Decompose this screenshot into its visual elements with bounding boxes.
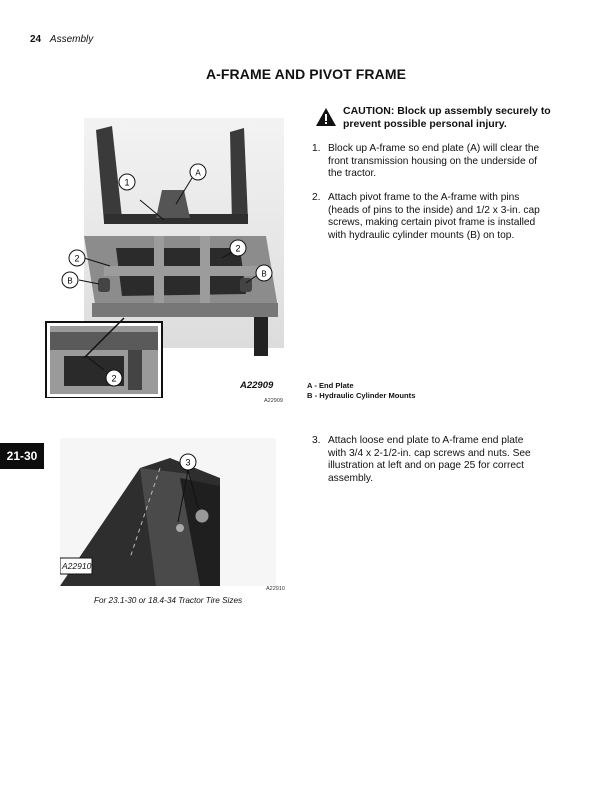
step-line: with 3/4 x 2-1/2-in. cap screws and nuts. See bbox=[328, 447, 531, 459]
callout-label: 2 bbox=[111, 373, 117, 384]
step-line: Block up A-frame so end plate (A) will clear the bbox=[328, 143, 540, 154]
end-plate-illustration bbox=[60, 438, 276, 586]
callout-label: 2 bbox=[235, 243, 241, 254]
legend-text: End Plate bbox=[318, 381, 354, 390]
callout-2-right bbox=[230, 240, 246, 256]
page-header bbox=[30, 34, 93, 45]
step-number: 1. bbox=[312, 143, 321, 154]
caution-text: CAUTION: Block up assembly securely to prevent possible personal injury. bbox=[343, 105, 551, 130]
legend-item-a: A - End Plate bbox=[307, 381, 354, 390]
legend-item-b: B - Hydraulic Cylinder Mounts bbox=[307, 391, 416, 400]
step-line: Attach pivot frame to the A-frame with pins bbox=[328, 192, 520, 203]
figure-a-frame-photo bbox=[44, 118, 284, 398]
legend-key: B bbox=[307, 391, 313, 400]
callout-a bbox=[190, 164, 206, 180]
step-number: 3. bbox=[312, 435, 321, 446]
step-line: the tractor. bbox=[328, 168, 377, 180]
section-tab: 21-30 bbox=[0, 443, 44, 469]
step-line: screws, making certain pivot frame is installed bbox=[328, 217, 536, 229]
callout-label: B bbox=[67, 276, 73, 286]
callout-label: 2 bbox=[74, 253, 80, 264]
callout-label: A bbox=[195, 168, 201, 178]
step-number: 2. bbox=[312, 192, 321, 203]
figure1-label: A22909 bbox=[240, 380, 274, 391]
figure2-ref: A22910 bbox=[266, 586, 285, 592]
callout-label: B bbox=[261, 269, 267, 279]
legend bbox=[307, 381, 415, 401]
callout-label: 1 bbox=[124, 177, 130, 188]
callout-3 bbox=[180, 454, 196, 470]
step-line: Attach loose end plate to A-frame end plate bbox=[328, 435, 524, 446]
page-number: 24 bbox=[30, 34, 42, 45]
callout-label: 3 bbox=[185, 457, 191, 468]
step-line: assembly. bbox=[328, 472, 374, 484]
callout-b-left bbox=[62, 272, 78, 288]
callout-1 bbox=[119, 174, 135, 190]
step-line: (heads of pins to the inside) and 1/2 x 3-in. cap bbox=[328, 204, 540, 216]
step-line: illustration at left and on page 25 for correct bbox=[328, 460, 524, 472]
legend-key: A bbox=[307, 381, 313, 390]
callout-b-right bbox=[256, 265, 272, 281]
step-line: with hydraulic cylinder mounts (B) on top. bbox=[328, 229, 515, 241]
figure-end-plate-photo bbox=[60, 438, 276, 586]
step-line: front transmission housing on the underside of bbox=[328, 155, 537, 167]
callout-2-inset bbox=[106, 370, 122, 386]
figure2-caption: For 23.1-30 or 18.4-34 Tractor Tire Sizes bbox=[94, 596, 243, 605]
section-name: Assembly bbox=[49, 34, 94, 45]
legend-text: Hydraulic Cylinder Mounts bbox=[319, 391, 416, 400]
a-frame-illustration bbox=[44, 118, 284, 398]
callout-2-left bbox=[69, 250, 85, 266]
figure2-label: A22910 bbox=[62, 561, 92, 571]
page-title: A-FRAME AND PIVOT FRAME bbox=[205, 66, 407, 82]
warning-triangle-icon bbox=[315, 107, 337, 127]
figure1-ref: A22909 bbox=[264, 398, 283, 404]
